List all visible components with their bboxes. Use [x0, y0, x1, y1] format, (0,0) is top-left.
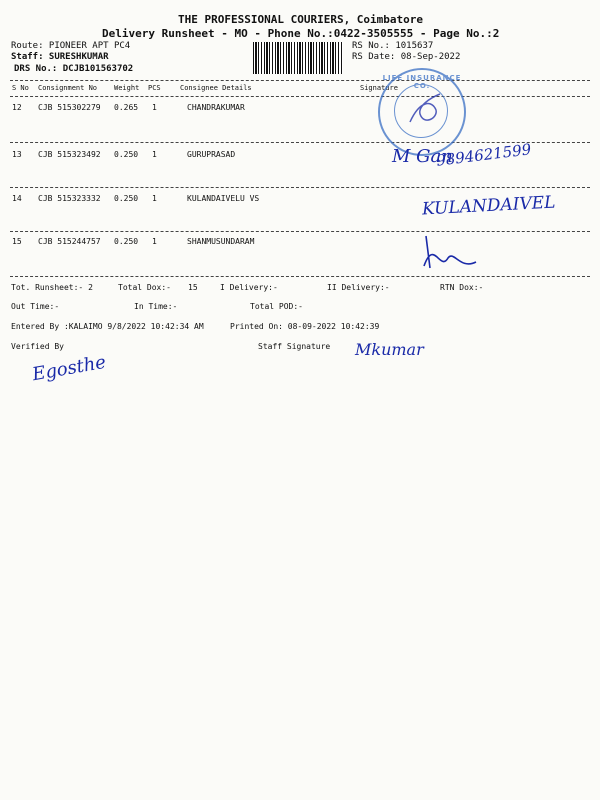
row-pcs: 1	[152, 103, 157, 112]
row-consignee: SHANMUSUNDARAM	[187, 237, 255, 246]
row-pcs: 1	[152, 150, 157, 159]
verified-signature: Egosthe	[30, 351, 108, 386]
divider	[10, 96, 590, 97]
row-consignee: GURUPRASAD	[187, 150, 236, 159]
row-divider	[10, 187, 590, 188]
rs-date: RS Date: 08-Sep-2022	[352, 52, 461, 62]
printed-on: Printed On: 08-09-2022 10:42:39	[230, 322, 380, 331]
row-weight: 0.250	[114, 194, 139, 203]
row-pcs: 1	[152, 237, 157, 246]
verified-by-label: Verified By	[11, 342, 64, 351]
col-weight: Weight	[114, 84, 140, 92]
row-divider	[10, 276, 590, 277]
row15-signature-icon	[420, 228, 480, 276]
row-consignment: CJB 515302279	[38, 103, 101, 112]
staff-handwritten-signature: Mkumar	[355, 340, 424, 359]
rtn-dox: RTN Dox:-	[440, 283, 484, 292]
staff-signature-label: Staff Signature	[258, 342, 331, 351]
in-time: In Time:-	[134, 302, 178, 311]
barcode	[253, 42, 343, 74]
row-consignment: CJB 515244757	[38, 237, 101, 246]
rs-number: RS No.: 1015637	[352, 41, 434, 51]
row-weight: 0.250	[114, 237, 139, 246]
i-delivery: I Delivery:-	[220, 283, 278, 292]
row-weight: 0.265	[114, 103, 139, 112]
row-divider	[10, 231, 590, 232]
row-consignment: CJB 515323492	[38, 150, 101, 159]
stamp-text: LIFE INSURANCE CO.	[382, 74, 462, 90]
row14-signature: KULANDAIVEL	[421, 192, 556, 220]
route-label: Route: PIONEER APT PC4	[11, 41, 131, 51]
col-consignee: Consignee Details	[180, 84, 252, 92]
row-sno: 13	[12, 150, 22, 159]
row-sno: 15	[12, 237, 22, 246]
total-dox-value: 15	[188, 283, 198, 292]
row-consignee: KULANDAIVELU VS	[187, 194, 260, 203]
row-sno: 12	[12, 103, 22, 112]
total-runsheet: Tot. Runsheet:- 2	[11, 283, 93, 292]
row-consignee: CHANDRAKUMAR	[187, 103, 245, 112]
col-sno: S No	[12, 84, 29, 92]
total-pod: Total POD:-	[250, 302, 303, 311]
insurance-stamp	[378, 68, 466, 156]
col-consignment: Consignment No	[38, 84, 98, 92]
row-pcs: 1	[152, 194, 157, 203]
row13-signature: M Gan	[392, 146, 453, 167]
col-signature: Signature	[360, 84, 398, 92]
entered-by: Entered By :KALAIMO 9/8/2022 10:42:34 AM	[11, 322, 204, 331]
row-consignment: CJB 515323332	[38, 194, 101, 203]
col-pcs: PCS	[148, 84, 161, 92]
row-sno: 14	[12, 194, 22, 203]
out-time: Out Time:-	[11, 302, 60, 311]
row13-phone: 9894621599	[435, 140, 533, 170]
row-weight: 0.250	[114, 150, 139, 159]
ii-delivery: II Delivery:-	[327, 283, 390, 292]
company-title: THE PROFESSIONAL COURIERS, Coimbatore	[178, 13, 424, 26]
staff-label: Staff: SURESHKUMAR	[11, 52, 109, 62]
drs-number: DRS No.: DCJB101563702	[14, 64, 134, 74]
divider	[10, 80, 590, 81]
total-dox-label: Total Dox:-	[118, 283, 171, 292]
runsheet-subtitle: Delivery Runsheet - MO - Phone No.:0422-3505555 - Page No.:2	[102, 27, 500, 40]
stamp-scribble-icon	[380, 70, 464, 154]
